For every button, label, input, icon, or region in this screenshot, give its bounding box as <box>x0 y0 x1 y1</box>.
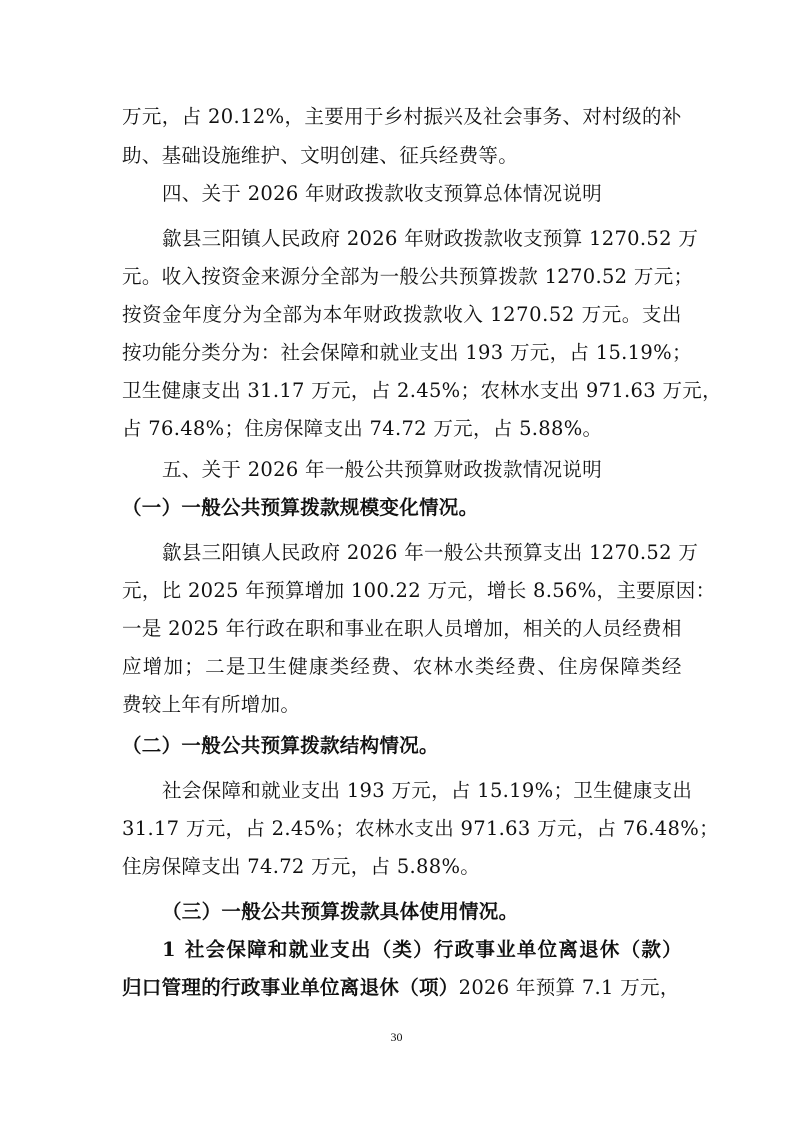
subheading-3: （三）一般公共预算拨款具体使用情况。 <box>162 900 519 923</box>
body-line: 助、基础设施维护、文明创建、征兵经费等。 <box>122 144 519 167</box>
body-line: 3 1 . 1 7 万 元 ， 占 2 . 4 5 % ； 农 林 水 支 出 9 7 1 . 6 3 万 元 ， 占 7 6 . 4 8 % ； <box>122 817 719 840</box>
body-line: 歙 县 三 阳 镇 人 民 政 府 2 0 2 6 年 一 般 公 共 预 算 支 出 1 2 7 0 . 5 2 万 <box>162 541 699 564</box>
body-line: 卫 生 健 康 支 出 3 1 . 1 7 万 元 ， 占 2 . 4 5 % ； 农 林 水 支 出 9 7 1 . 6 3 万 元 ， <box>122 379 722 402</box>
body-line: 歙 县 三 阳 镇 人 民 政 府 2 0 2 6 年 财 政 拨 款 收 支 预 算 1 2 7 0 . 5 2 万 <box>162 227 699 250</box>
subheading-1: （一）一般公共预算拨款规模变化情况。 <box>122 496 479 519</box>
body-line: 元 ， 比 2 0 2 5 年 预 算 增 加 1 0 0 . 2 2 万 元 ， 增 长 8 . 5 6 % ， 主 要 原 因 ： <box>122 579 716 602</box>
body-line: 按 功 能 分 类 分 为 ： 社 会 保 障 和 就 业 支 出 1 9 3 万 元 ， 占 1 5 . 1 9 % ； <box>122 341 692 364</box>
section-heading-4: 四、关于 2026 年财政拨款收支预算总体情况说明 <box>162 182 603 205</box>
body-line: 万 元 ， 占 2 0 . 1 2 % ， 主 要 用 于 乡 村 振 兴 及 社 会 事 务 、 对 村 级 的 补 <box>122 105 682 128</box>
body-line: 占 76.48%；住房保障支出 74.72 万元，占 5.88%。 <box>122 417 603 440</box>
item-heading-line: 1 社 会 保 障 和 就 业 支 出 （ 类 ） 行 政 事 业 单 位 离 退 休 （ 款 ） <box>162 938 682 961</box>
body-line: 一 是 2 0 2 5 年 行 政 在 职 和 事 业 在 职 人 员 增 加 ， 相 关 的 人 员 经 费 相 <box>122 617 682 640</box>
body-line: 住房保障支出 74.72 万元，占 5.88%。 <box>122 855 481 878</box>
item-heading-line <box>122 974 793 1002</box>
item-heading-plain-part: 2026 年预算 7.1 万元， <box>458 976 680 999</box>
body-line: 社 会 保 障 和 就 业 支 出 1 9 3 万 元 ， 占 1 5 . 1 9 % ； 卫 生 健 康 支 出 <box>162 779 693 802</box>
page-number: 30 <box>390 1030 403 1044</box>
body-line: 按 资 金 年 度 分 为 全 部 为 本 年 财 政 拨 款 收 入 1 2 7 0 . 5 2 万 元 。 支 出 <box>122 303 682 326</box>
body-line: 费较上年有所增加。 <box>122 693 301 716</box>
body-line: 元 。 收 入 按 资 金 来 源 分 全 部 为 一 般 公 共 预 算 拨 款 1 2 7 0 . 5 2 万 元 ； <box>122 265 694 288</box>
subheading-2: （二）一般公共预算拨款结构情况。 <box>122 734 439 757</box>
body-line: 应 增 加 ； 二 是 卫 生 健 康 类 经 费 、 农 林 水 类 经 费 、 住 房 保 障 类 经 <box>122 655 682 678</box>
item-heading-bold-part: 归口管理的行政事业单位离退休（项） <box>122 976 459 999</box>
section-heading-5: 五、关于 2026 年一般公共预算财政拨款情况说明 <box>162 458 603 481</box>
